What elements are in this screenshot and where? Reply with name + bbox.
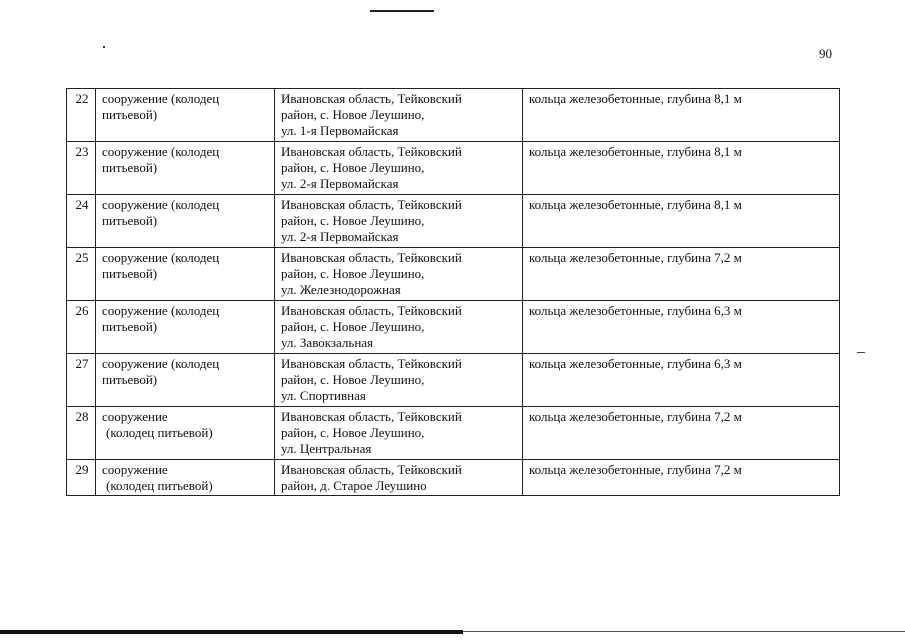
address-line: район, с. Новое Леушино, [281, 425, 425, 440]
table-body [67, 89, 840, 496]
address-cell [275, 354, 523, 407]
address-cell [275, 142, 523, 195]
object-name-line: сооружение (колодец [102, 303, 220, 318]
bottom-scan-edge [0, 630, 463, 634]
address-line: район, с. Новое Леушино, [281, 372, 425, 387]
top-header-rule [370, 10, 434, 12]
object-name-cell [96, 407, 275, 460]
address-line: район, д. Старое Леушино [281, 478, 427, 493]
address-cell [275, 407, 523, 460]
address-line: ул. 2-я Первомайская [281, 176, 399, 191]
address-line: Ивановская область, Тейковский [281, 409, 462, 424]
object-name-line: питьевой) [102, 319, 158, 334]
row-number: 29 [67, 460, 96, 496]
page-number: 90 [819, 46, 832, 61]
address-line: ул. 1-я Первомайская [281, 123, 399, 138]
row-number: 22 [67, 89, 96, 142]
object-name-cell [96, 195, 275, 248]
row-number: 25 [67, 248, 96, 301]
address-line: Ивановская область, Тейковский [281, 356, 462, 371]
description-cell: кольца железобетонные, глубина 8,1 м [523, 195, 840, 248]
address-line: район, с. Новое Леушино, [281, 319, 425, 334]
object-name-line: питьевой) [102, 372, 158, 387]
address-line: ул. 2-я Первомайская [281, 229, 399, 244]
description-cell: кольца железобетонные, глубина 6,3 м [523, 354, 840, 407]
scan-speck [103, 46, 105, 48]
table-row [67, 195, 840, 248]
object-name-line: питьевой) [102, 160, 158, 175]
description-cell: кольца железобетонные, глубина 7,2 м [523, 248, 840, 301]
object-name-line: сооружение [102, 409, 168, 424]
object-name-line: питьевой) [102, 213, 158, 228]
row-number: 27 [67, 354, 96, 407]
object-name-cell [96, 460, 275, 496]
address-line: Ивановская область, Тейковский [281, 197, 462, 212]
table-row [67, 460, 840, 496]
bottom-scan-edge-thin [463, 631, 905, 632]
object-name-line: сооружение (колодец [102, 197, 220, 212]
table-row [67, 89, 840, 142]
address-line: ул. Железнодорожная [281, 282, 401, 297]
table-row [67, 301, 840, 354]
description-cell: кольца железобетонные, глубина 8,1 м [523, 89, 840, 142]
wells-registry-table [66, 88, 840, 496]
object-name-cell [96, 354, 275, 407]
table-row [67, 248, 840, 301]
row-number: 28 [67, 407, 96, 460]
address-line: район, с. Новое Леушино, [281, 107, 425, 122]
row-number: 26 [67, 301, 96, 354]
address-line: Ивановская область, Тейковский [281, 91, 462, 106]
address-line: ул. Спортивная [281, 388, 366, 403]
description-cell: кольца железобетонные, глубина 7,2 м [523, 460, 840, 496]
address-line: район, с. Новое Леушино, [281, 266, 425, 281]
object-name-line: сооружение (колодец [102, 91, 220, 106]
object-name-line: сооружение (колодец [102, 144, 220, 159]
address-line: Ивановская область, Тейковский [281, 144, 462, 159]
object-name-line: сооружение [102, 462, 168, 477]
row-number: 24 [67, 195, 96, 248]
address-line: район, с. Новое Леушино, [281, 160, 425, 175]
object-name-line: сооружение (колодец [102, 356, 220, 371]
scan-edge-mark [857, 352, 865, 353]
description-cell: кольца железобетонные, глубина 6,3 м [523, 301, 840, 354]
address-line: ул. Центральная [281, 441, 372, 456]
address-cell [275, 460, 523, 496]
address-line: район, с. Новое Леушино, [281, 213, 425, 228]
row-number: 23 [67, 142, 96, 195]
object-name-line: сооружение (колодец [102, 250, 220, 265]
object-name-cell [96, 142, 275, 195]
address-cell [275, 195, 523, 248]
address-cell [275, 89, 523, 142]
address-line: Ивановская область, Тейковский [281, 303, 462, 318]
object-name-cell [96, 89, 275, 142]
object-name-line: (колодец питьевой) [106, 478, 213, 493]
object-name-cell [96, 248, 275, 301]
object-name-line: питьевой) [102, 107, 158, 122]
object-name-line: питьевой) [102, 266, 158, 281]
table-row [67, 407, 840, 460]
description-cell: кольца железобетонные, глубина 8,1 м [523, 142, 840, 195]
table-row [67, 142, 840, 195]
address-cell [275, 248, 523, 301]
description-cell: кольца железобетонные, глубина 7,2 м [523, 407, 840, 460]
object-name-cell [96, 301, 275, 354]
address-line: ул. Завокзальная [281, 335, 374, 350]
address-line: Ивановская область, Тейковский [281, 462, 462, 477]
table-row [67, 354, 840, 407]
object-name-line: (колодец питьевой) [106, 425, 213, 440]
address-line: Ивановская область, Тейковский [281, 250, 462, 265]
address-cell [275, 301, 523, 354]
